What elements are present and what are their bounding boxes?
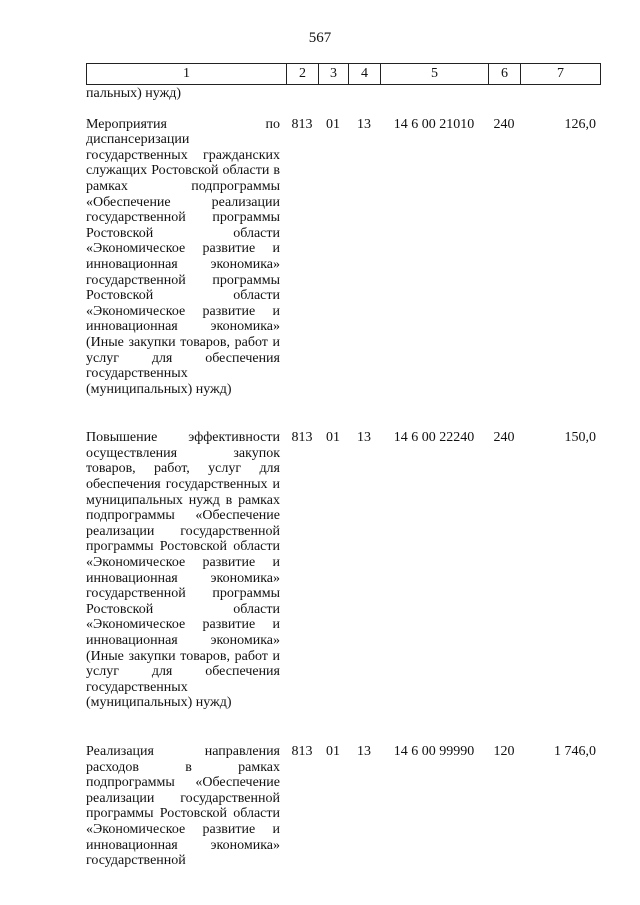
continuation-row	[86, 86, 600, 111]
row-target-article: 14 6 00 22240	[393, 430, 475, 446]
header-col-6: 6	[489, 64, 521, 85]
budget-table	[86, 86, 600, 869]
row-expense-type: 240	[493, 116, 515, 132]
row-target-article: 14 6 00 21010	[393, 116, 475, 132]
header-col-4: 4	[349, 64, 381, 85]
header-col-5: 5	[381, 64, 489, 85]
row-subsection: 13	[357, 116, 371, 132]
table-row	[86, 111, 600, 407]
header-col-2: 2	[287, 64, 319, 85]
header-col-1: 1	[87, 64, 287, 85]
header-row	[87, 64, 601, 85]
row-amount: 126,0	[564, 116, 596, 132]
row-name: Реализация направления расходов в рамках подпрограммы «Обеспечение реализации государственной программы Ростовской области «Экономическое развитие и инновационная экономика» государственной	[86, 743, 280, 869]
row-expense-type: 120	[493, 743, 515, 759]
row-name: Мероприятия по диспансеризации государственных гражданских служащих Ростовской области в рамках подпрограммы «Обеспечение реализации государственной программы Ростовской области «Экономическое развитие и инновационная экономика» государственной программы Ростовской области «Экономическое развитие и инновационная экономика» (Иные закупки товаров, работ и услуг для обеспечения государственных (муниципальных) нужд)	[86, 116, 280, 397]
row-section: 01	[326, 430, 340, 446]
row-expense-type: 240	[493, 430, 515, 446]
row-target-article: 14 6 00 99990	[393, 743, 475, 759]
row-amount: 150,0	[564, 430, 596, 446]
row-subsection: 13	[357, 743, 371, 759]
continuation-text: пальных) нужд)	[86, 86, 182, 101]
row-admin-code: 813	[291, 116, 313, 132]
row-admin-code: 813	[291, 743, 313, 759]
row-amount: 1 746,0	[554, 743, 596, 759]
header-col-3: 3	[319, 64, 349, 85]
row-admin-code: 813	[291, 430, 313, 446]
row-subsection: 13	[357, 430, 371, 446]
table-header	[86, 63, 601, 85]
row-name: Повышение эффективности осуществления закупок товаров, работ, услуг для обеспечения государственных и муниципальных нужд в рамках подпрограммы «Обеспечение реализации государственной программы Ростовской области «Экономическое развитие и инновационная экономика» государственной программы Ростовской области «Экономическое развитие и инновационная экономика» (Иные закупки товаров, работ и услуг для обеспечения государственных (муниципальных) нужд)	[86, 430, 280, 711]
page-number: 567	[308, 30, 332, 46]
table-row	[86, 720, 600, 869]
row-section: 01	[326, 116, 340, 132]
header-col-7: 7	[521, 64, 601, 85]
table-row	[86, 406, 600, 720]
row-section: 01	[326, 743, 340, 759]
